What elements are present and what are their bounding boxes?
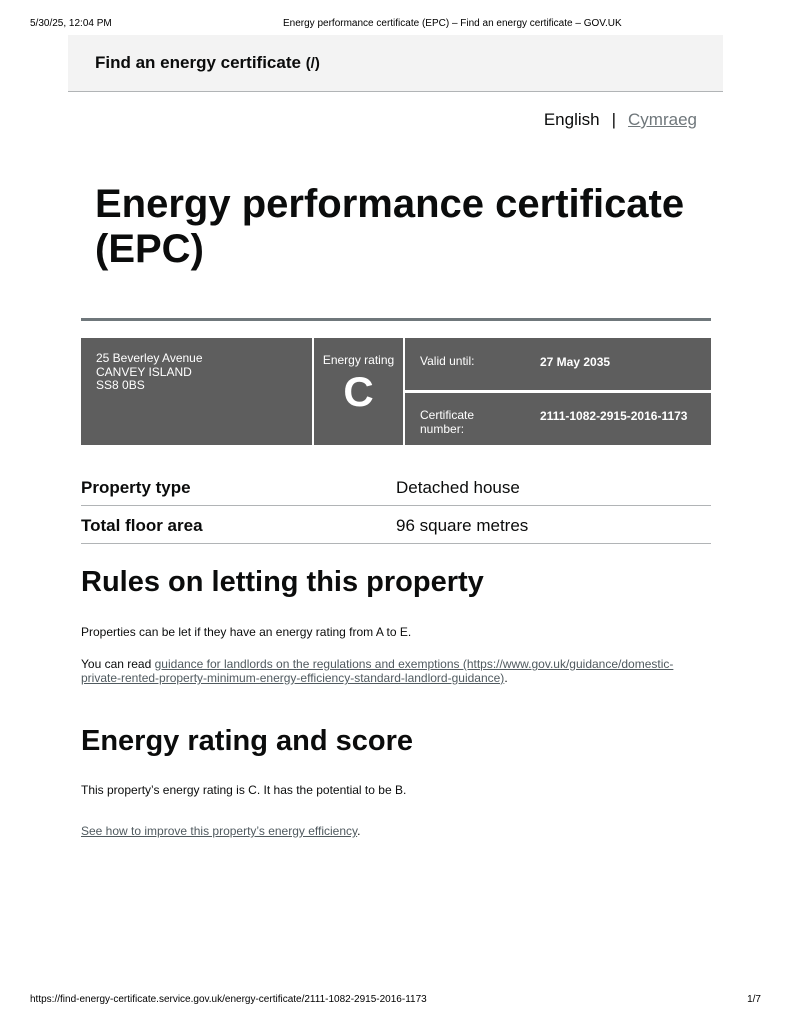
landlord-guidance-paragraph <box>81 657 691 685</box>
site-header <box>68 35 723 92</box>
improve-efficiency-suffix: . <box>357 824 361 838</box>
valid-until-box <box>405 338 711 390</box>
fact-label: Property type <box>81 478 191 497</box>
language-english: English <box>543 110 600 129</box>
energy-rating-letter: C <box>343 368 374 415</box>
certificate-number-label: Certificate number: <box>420 408 475 436</box>
certificate-number-value: 2111-1082-2915-2016-1173 <box>540 409 688 423</box>
print-header <box>30 18 761 32</box>
improve-efficiency-paragraph <box>81 824 691 838</box>
landlord-guidance-prefix: You can read <box>81 657 155 671</box>
print-footer <box>30 994 761 1008</box>
service-href: (/) <box>305 55 320 72</box>
section-divider <box>81 318 711 321</box>
energy-rating-label: Energy rating <box>322 353 395 367</box>
energy-rating-heading: Energy rating and score <box>81 725 413 757</box>
fact-value: 96 square metres <box>396 516 529 535</box>
print-datetime: 5/30/25, 12:04 PM <box>30 18 112 29</box>
valid-until-label: Valid until: <box>420 354 475 368</box>
address-line-2: CANVEY ISLAND <box>96 364 192 379</box>
fact-row-property-type <box>81 468 711 506</box>
landlord-guidance-link[interactable]: guidance for landlords on the regulations and exemptions (https://www.gov.uk/guidance/domestic-private-rented-property-minimum-energy-efficiency-standard-landlord-guidance) <box>81 657 674 685</box>
language-switcher <box>544 110 697 130</box>
print-url: https://find-energy-certificate.service.gov.uk/energy-certificate/2111-1082-2915-2016-1173 <box>30 994 427 1005</box>
letting-rules-text: Properties can be let if they have an energy rating from A to E. <box>81 625 412 639</box>
property-facts <box>81 468 711 544</box>
print-page-title: Energy performance certificate (EPC) – Find an energy certificate – GOV.UK <box>283 18 622 29</box>
address-line-3: SS8 0BS <box>96 378 145 392</box>
letting-rules-heading: Rules on letting this property <box>81 566 484 598</box>
landlord-guidance-suffix: . <box>504 671 508 685</box>
fact-row-floor-area <box>81 506 711 544</box>
valid-until-value: 27 May 2035 <box>540 355 611 369</box>
service-name-link[interactable] <box>95 53 320 73</box>
print-page-number: 1/7 <box>747 994 761 1005</box>
energy-rating-text: This property’s energy rating is C. It has the potential to be B. <box>81 783 407 797</box>
improve-efficiency-link[interactable]: See how to improve this property’s energy efficiency <box>81 824 358 838</box>
service-name: Find an energy certificate <box>95 53 301 72</box>
certificate-number-box <box>405 393 711 445</box>
language-separator: | <box>611 110 617 129</box>
language-cymraeg-link[interactable]: Cymraeg <box>628 110 697 129</box>
address-line-1: 25 Beverley Avenue <box>96 351 203 365</box>
epc-summary <box>81 338 711 445</box>
property-address <box>81 338 312 445</box>
page-title: Energy performance certificate (EPC) <box>95 182 685 271</box>
energy-rating-box <box>314 338 403 445</box>
fact-label: Total floor area <box>81 516 203 535</box>
fact-value: Detached house <box>396 478 520 497</box>
